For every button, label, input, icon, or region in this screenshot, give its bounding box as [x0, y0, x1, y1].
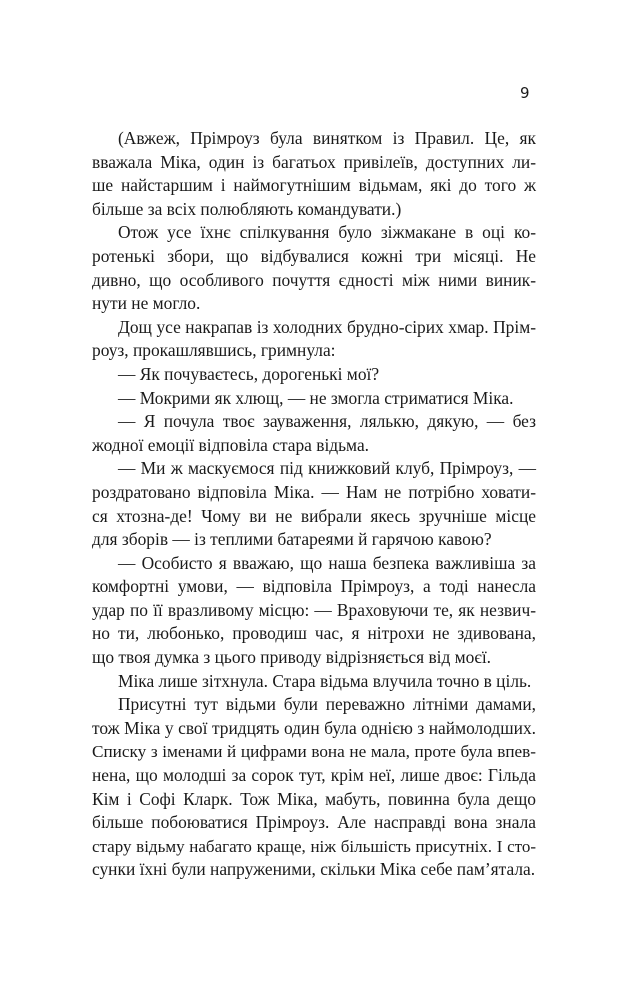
text-line: (Авжеж, Прімроуз була винятком із Правил. Це, як [118, 128, 536, 148]
text-line: — Ми ж маскуємося під книжковий клуб, Прімроуз, — [118, 458, 536, 479]
text-line: Списку з іменами й цифрами вона не мала, проте була впев- [92, 742, 536, 762]
text-line: ротенькі збори, що відбувалися кожні три місяці. Не [92, 245, 536, 266]
text-line: сунки їхні були напруженими, скільки Міка себе пам’ятала. [92, 859, 536, 880]
text-line: жодної емоції відповіла стара відьма. [92, 434, 370, 455]
text-line: стару відьму набагато краще, ніж більшість присутніх. І сто- [92, 836, 536, 856]
text-line: — Мокрими як хлющ, — не змогла стриматися Міка. [118, 387, 514, 408]
text-line: Отож усе їхнє спілкування було зіжмакане в оці ко- [118, 222, 536, 243]
text-line: Присутні тут відьми були переважно літніми дамами, [118, 694, 536, 715]
text-line: комфортні умови, — відповіла Прімроуз, а тоді нанесла [92, 576, 536, 597]
text-line: що твоя думка з цього приводу відрізняється від моєї. [92, 647, 492, 668]
text-line: но ти, любонько, проводиш час, я нітрохи не здивована, [92, 623, 536, 644]
text-line: — Особисто я вважаю, що наша безпека важливіша за [118, 552, 536, 573]
text-line: — Я почула твоє зауваження, лялькю, дякую, — без [118, 411, 536, 432]
text-line: роздратовано відповіла Міка. — Нам не потрібно ховати- [92, 481, 536, 502]
text-line: для зборів — із теплими батареями й гарячою кавою? [92, 529, 492, 550]
text-line: нена, що молодші за сорок тут, крім неї, лише двоє: Гільда [92, 765, 536, 786]
page-number: 9 [520, 84, 530, 102]
text-line: більше за всіх полюбляють командувати.) [92, 198, 402, 219]
text-line: Дощ усе накрапав із холодних брудно-сірих хмар. Прім- [118, 316, 536, 337]
body-text [92, 127, 536, 882]
text-line: Кім і Софі Кларк. Тож Міка, мабуть, повинна була дещо [92, 788, 536, 809]
text-line: тож Міка у свої тридцять один була однією з наймолодших. [92, 717, 536, 738]
text-line: роуз, прокашлявшись, гримнула: [92, 340, 336, 361]
text-line: нути не могло. [92, 293, 201, 314]
text-line: удар по її вразливому місцю: — Враховуючи те, як незвич- [92, 599, 536, 620]
text-line: дивно, що особливого почуття єдності між ними виник- [92, 269, 536, 290]
text-line: вважала Міка, один із багатьох привілеїв, доступних ли- [92, 151, 536, 172]
text-line: ше найстаршим і наймогутнішим відьмам, які до того ж [92, 175, 536, 196]
text-line: більше побоюватися Прімроуз. Але насправді вона знала [92, 812, 536, 833]
text-line: Міка лише зітхнула. Стара відьма влучила точно в ціль. [118, 670, 532, 691]
text-line: — Як почуваєтесь, дорогенькі мої? [118, 363, 380, 384]
text-line: ся хтозна-де! Чому ви не вибрали якесь зручніше місце [92, 505, 536, 526]
